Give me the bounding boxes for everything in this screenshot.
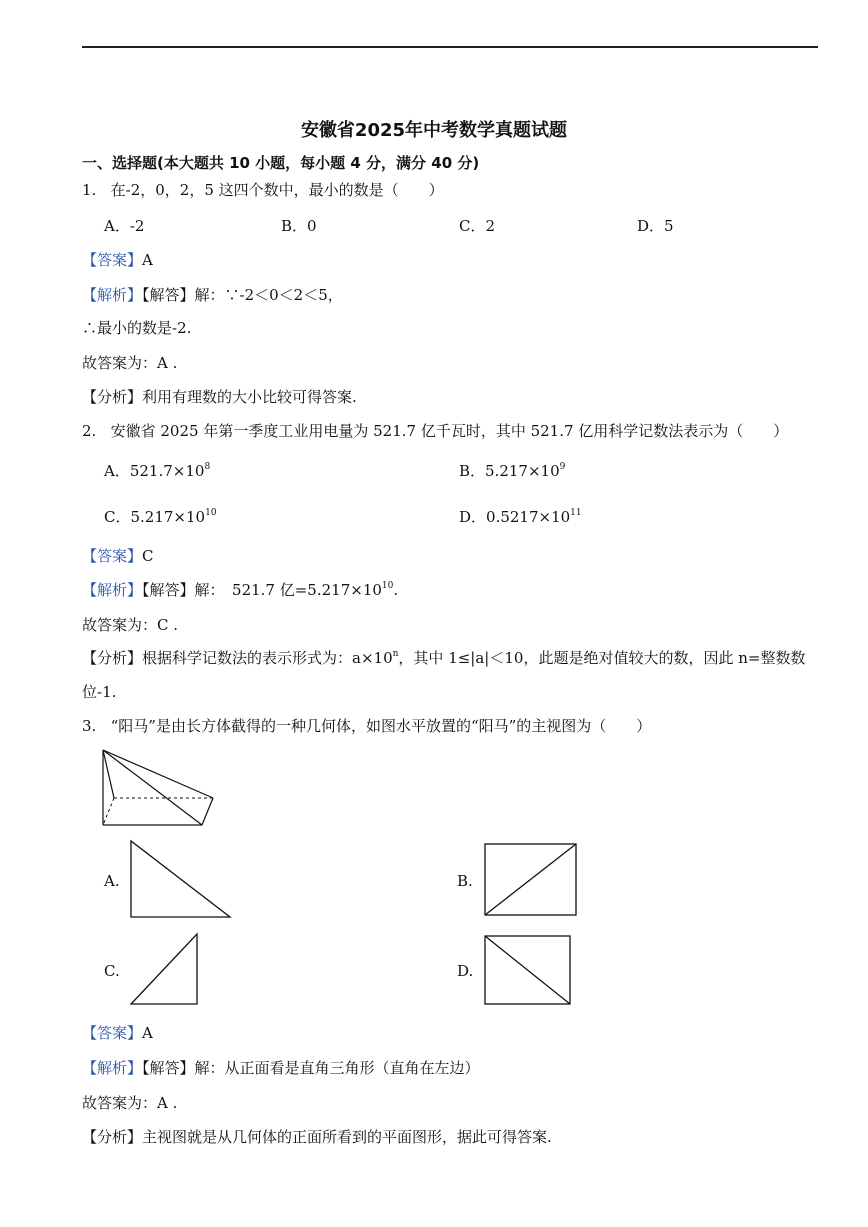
q2-option-d (459, 507, 582, 527)
solution-text: 解： 521.7 亿=5.217×10 (194, 581, 382, 599)
answer-value: C (142, 547, 154, 565)
option-letter: D． (459, 508, 487, 526)
analysis-label: 【解析】 (82, 581, 143, 599)
fenxi-label: 【分析】 (82, 649, 143, 667)
answer-value: A (142, 1024, 153, 1042)
q2-option-b (459, 461, 565, 481)
option-exponent: 10 (205, 508, 217, 518)
analysis-label: 【解析】 (82, 1059, 143, 1077)
q3-conclusion: 故答案为：A . (82, 1094, 178, 1112)
q3-option-b-figure (484, 843, 578, 917)
q1-option-d: D．5 (637, 217, 674, 235)
q3-option-a-figure (130, 840, 232, 920)
answer-label: 【答案】 (82, 251, 143, 269)
solution-exponent: 10 (381, 581, 394, 591)
question-3 (82, 716, 651, 736)
question-number: 1. (82, 181, 97, 199)
question-2 (82, 421, 788, 441)
section-heading: 一、选择题(本大题共 10 小题，每小题 4 分，满分 40 分) (82, 154, 480, 172)
q3-option-b-label: B. (457, 872, 473, 890)
fenxi-exponent: n (392, 649, 399, 659)
q3-option-a-label: A. (104, 872, 120, 890)
option-base: 521.7×10 (129, 462, 205, 480)
answer-label: 【答案】 (82, 547, 143, 565)
question-stem: 安徽省 2025 年第一季度工业用电量为 521.7 亿千瓦时，其中 521.7 亿用科学记数法表示为（ ） (110, 422, 789, 440)
q1-conclusion: 故答案为：A . (82, 354, 178, 372)
fenxi-text-cont: ，其中 1≤|a|＜10，此题是绝对值较大的数，因此 n=整数数 (398, 649, 806, 667)
solution-text: 解：从正面看是直角三角形（直角在左边） (194, 1059, 480, 1077)
q1-option-b: B．0 (281, 217, 317, 235)
option-exponent: 8 (204, 462, 211, 472)
option-letter: A． (104, 462, 130, 480)
header-rule (82, 46, 818, 48)
solution-tail: . (393, 581, 399, 599)
q3-analysis (82, 1058, 480, 1078)
solution-label: 【解答】 (142, 1059, 195, 1077)
solution-label: 【解答】 (142, 286, 195, 304)
question-number: 3. (82, 717, 97, 735)
q3-option-d-label: D. (457, 962, 474, 980)
question-stem: “阳马”是由长方体截得的一种几何体，如图水平放置的“阳马”的主视图为（ ） (110, 717, 652, 735)
question-number: 2. (82, 422, 97, 440)
q2-answer (82, 546, 154, 566)
question-1 (82, 180, 444, 200)
q3-answer (82, 1023, 153, 1043)
q1-analysis (82, 285, 343, 305)
q2-option-a (104, 461, 210, 481)
q2-option-c (104, 507, 217, 527)
option-base: 5.217×10 (130, 508, 206, 526)
solution-label: 【解答】 (142, 581, 195, 599)
answer-label: 【答案】 (82, 1024, 143, 1042)
q3-fenxi (82, 1127, 552, 1147)
option-exponent: 11 (570, 508, 582, 518)
q1-option-a: A．-2 (104, 217, 145, 235)
q3-option-d-figure (484, 935, 572, 1007)
fenxi-label: 【分析】 (82, 1128, 143, 1146)
option-base: 0.5217×10 (486, 508, 571, 526)
q3-option-c-figure (130, 933, 200, 1007)
option-base: 5.217×10 (485, 462, 560, 480)
q2-conclusion: 故答案为：C . (82, 616, 179, 634)
fenxi-text: 根据科学记数法的表示形式为：a×10 (142, 649, 393, 667)
q2-fenxi (82, 648, 805, 668)
fenxi-text: 主视图就是从几何体的正面所看到的平面图形，据此可得答案. (142, 1128, 552, 1146)
q2-fenxi-line2: 位-1. (82, 683, 117, 701)
q1-solution-line2: ∴最小的数是-2. (82, 319, 192, 337)
page-title: 安徽省2025年中考数学真题试题 (300, 120, 568, 141)
q1-answer (82, 250, 153, 270)
analysis-label: 【解析】 (82, 286, 143, 304)
q1-option-c: C．2 (459, 217, 496, 235)
q1-fenxi (82, 387, 357, 407)
solution-text: 解：∵-2＜0＜2＜5， (194, 286, 343, 304)
option-exponent: 9 (559, 462, 566, 472)
q3-option-c-label: C. (104, 962, 120, 980)
question-stem: 在-2，0，2，5 这四个数中，最小的数是（ ） (110, 181, 444, 199)
answer-value: A (142, 251, 153, 269)
option-letter: C． (104, 508, 131, 526)
yangma-solid-figure (100, 748, 220, 830)
fenxi-label: 【分析】 (82, 388, 143, 406)
q2-analysis (82, 580, 398, 600)
fenxi-text: 利用有理数的大小比较可得答案. (142, 388, 357, 406)
option-letter: B． (459, 462, 486, 480)
